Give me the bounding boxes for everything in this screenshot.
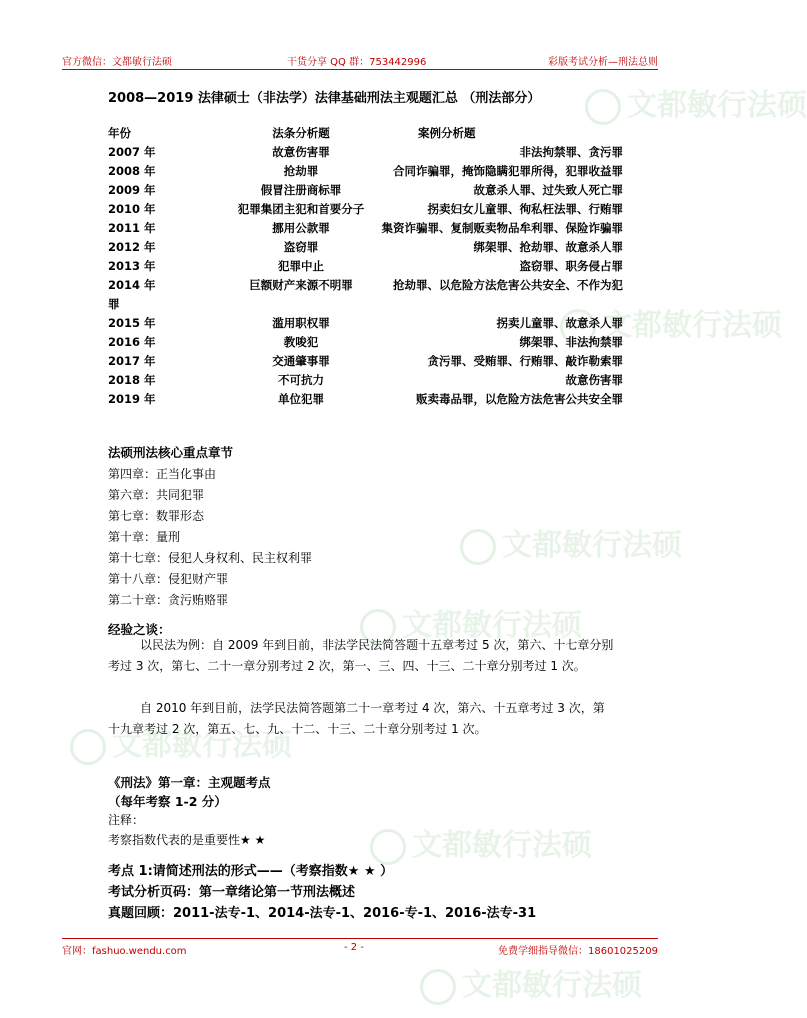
row-cases: 抢劫罪、以危险方法危害公共安全、不作为犯: [393, 278, 623, 292]
row-year: 2012 年: [108, 240, 156, 254]
table-row: [108, 277, 628, 294]
chapter-item: 第二十章：贪污贿赂罪: [108, 593, 229, 607]
point-title: 考点 1:请简述刑法的形式——（考察指数★ ★ ）: [108, 864, 394, 879]
row-year: 2018 年: [108, 373, 156, 387]
page-footer: [62, 942, 658, 956]
row-year: 2013 年: [108, 259, 156, 273]
row-cases: 非法拘禁罪、贪污罪: [519, 145, 623, 159]
table-row: [108, 315, 628, 332]
table-row: [108, 372, 628, 389]
point-page: 考试分析页码：第一章绪论第一节刑法概述: [108, 885, 356, 900]
row-cases: 集资诈骗罪、复制贩卖物品牟利罪、保险诈骗罪: [381, 221, 623, 235]
row-cases: 贩卖毒品罪，以危险方法危害公共安全罪: [416, 392, 623, 406]
row-year: 2010 年: [108, 202, 156, 216]
row-topic: 滥用职权罪: [272, 316, 330, 330]
watermark: 文都敏行法硕: [560, 300, 782, 345]
row-cases: 拐卖妇女儿童罪、徇私枉法罪、行贿罪: [427, 202, 623, 216]
row-topic: 交通肇事罪: [272, 354, 330, 368]
chapter-item: 第七章：数罪形态: [108, 509, 205, 523]
table-row: [108, 201, 628, 218]
experience-title: 经验之谈：: [108, 622, 171, 637]
row-year: 2016 年: [108, 335, 156, 349]
row-cases-wrap: 罪: [108, 297, 120, 311]
footer-wechat: 免费学细指导微信：18601025209: [498, 946, 658, 957]
table-row: [108, 163, 628, 180]
table-row: [108, 144, 628, 161]
row-topic: 挪用公款罪: [272, 221, 330, 235]
watermark: 文都敏行法硕: [585, 80, 807, 125]
row-topic: 假冒注册商标罪: [260, 183, 342, 197]
row-year: 2008 年: [108, 164, 156, 178]
row-year: 2017 年: [108, 354, 156, 368]
row-topic: 盗窃罪: [283, 240, 319, 254]
row-cases: 绑架罪、抢劫罪、故意杀人罪: [473, 240, 623, 254]
row-cases: 拐卖儿童罪、故意杀人罪: [496, 316, 623, 330]
table-row: [108, 258, 628, 275]
row-cases: 故意杀人罪、过失致人死亡罪: [473, 183, 623, 197]
table-row: [108, 220, 628, 237]
page-number: - 2 -: [344, 942, 364, 953]
row-cases: 合同诈骗罪，掩饰隐瞒犯罪所得，犯罪收益罪: [393, 164, 623, 178]
watermark: 文都敏行法硕: [420, 960, 642, 1005]
row-cases: 盗窃罪、职务侵占罪: [519, 259, 623, 273]
header-center: 干货分享 QQ 群：753442996: [287, 57, 427, 68]
header-rule: [62, 69, 658, 70]
note-text: 考察指数代表的是重要性★ ★: [108, 833, 266, 847]
row-year: 2009 年: [108, 183, 156, 197]
row-year: 2014 年: [108, 278, 156, 292]
row-topic: 故意伤害罪: [272, 145, 330, 159]
row-year: 2015 年: [108, 316, 156, 330]
note-label: 注释：: [108, 813, 145, 827]
footer-website: 官网：fashuo.wendu.com: [62, 946, 187, 957]
core-chapters-title: 法硕刑法核心重点章节: [108, 445, 234, 460]
table-row: [108, 391, 628, 408]
header-left: 官方微信：文都敏行法硕: [62, 57, 172, 68]
experience-paragraph: 以民法为例：自 2009 年到目前，非法学民法简答题十五章考过 5 次，第六、十七章分别考过 3 次，第七、二十一章分别考过 2 次，第一、三、四、十三、二十章分别考过 1 次。: [108, 638, 614, 673]
header-right: 彩版考试分析—刑法总则: [548, 57, 658, 68]
col-header-cases: 案例分析题: [418, 126, 476, 140]
row-year: 2011 年: [108, 221, 156, 235]
table-row: [108, 353, 628, 370]
row-topic: 教唆犯: [283, 335, 319, 349]
watermark: 文都敏行法硕: [360, 600, 582, 645]
table-row: [108, 182, 628, 199]
page-header: [62, 53, 658, 67]
row-topic: 巨额财产来源不明罪: [249, 278, 353, 292]
chapter1-frequency: （每年考察 1-2 分）: [108, 794, 227, 809]
row-cases: 故意伤害罪: [565, 373, 623, 387]
row-topic: 不可抗力: [278, 373, 324, 387]
chapter-item: 第十七章：侵犯人身权利、民主权利罪: [108, 551, 313, 565]
chapter-item: 第十八章：侵犯财产罪: [108, 572, 229, 586]
table-row: [108, 239, 628, 256]
row-topic: 犯罪中止: [278, 259, 324, 273]
row-topic: 抢劫罪: [283, 164, 319, 178]
page-title: 2008—2019 法律硕士（非法学）法律基础刑法主观题汇总 （刑法部分）: [108, 91, 541, 106]
chapter-item: 第四章：正当化事由: [108, 467, 217, 481]
table-row: [108, 334, 628, 351]
watermark: 文都敏行法硕: [70, 720, 292, 765]
row-year: 2019 年: [108, 392, 156, 406]
col-header-year: 年份: [108, 126, 131, 140]
row-year: 2007 年: [108, 145, 156, 159]
watermark: 文都敏行法硕: [460, 520, 682, 565]
chapter1-title: 《刑法》第一章：主观题考点: [108, 775, 271, 790]
footer-rule: [62, 938, 658, 939]
experience-paragraph: 自 2010 年到目前，法学民法简答题第二十一章考过 4 次，第六、十五章考过 3 次，第十九章考过 2 次，第五、七、九、十二、十三、二十章分别考过 1 次。: [108, 701, 605, 736]
row-topic: 单位犯罪: [278, 392, 324, 406]
row-cases: 绑架罪、非法拘禁罪: [519, 335, 623, 349]
row-topic: 犯罪集团主犯和首要分子: [237, 202, 365, 216]
point-review: 真题回顾：2011-法专-1、2014-法专-1、2016-专-1、2016-法专-31: [108, 906, 537, 921]
table-header-row: [108, 125, 628, 142]
col-header-topic: 法条分析题: [272, 126, 330, 140]
chapter-item: 第六章：共同犯罪: [108, 488, 205, 502]
row-cases: 贪污罪、受贿罪、行贿罪、敲诈勒索罪: [427, 354, 623, 368]
watermark: 文都敏行法硕: [370, 820, 592, 865]
chapter-item: 第十章：量刑: [108, 530, 181, 544]
